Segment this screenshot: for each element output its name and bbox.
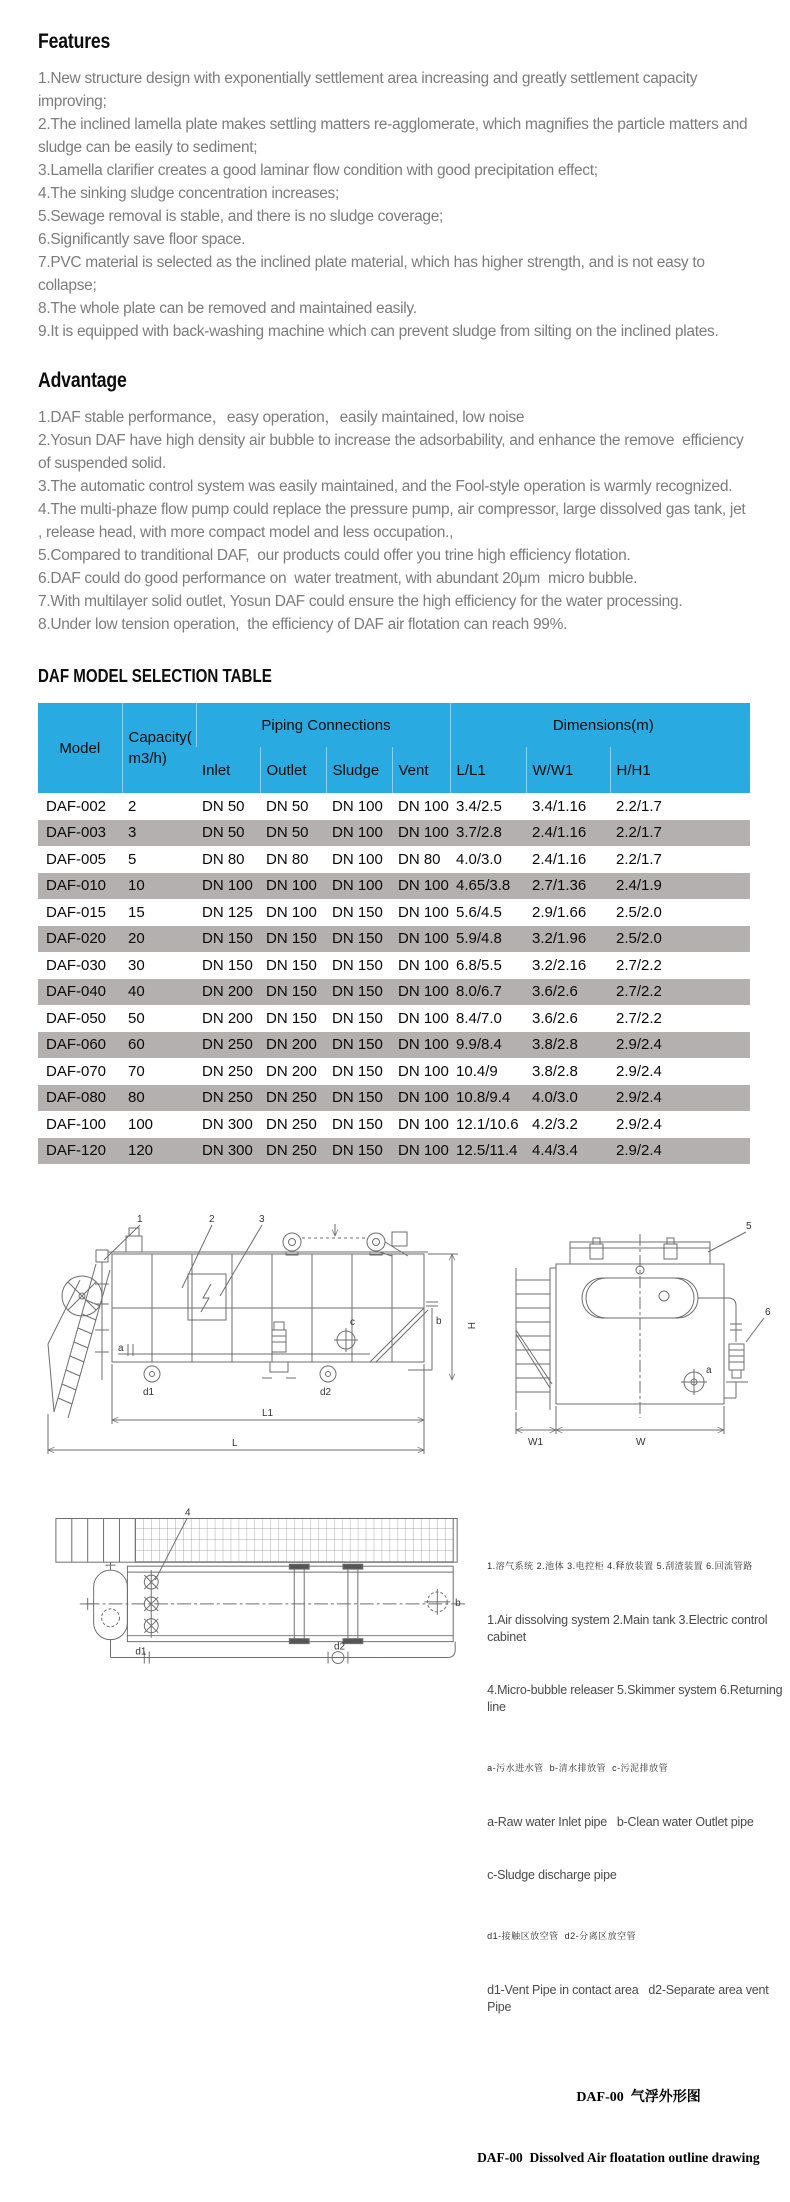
table-cell: 3.2/1.96: [532, 930, 587, 948]
table-cell: DN 150: [332, 983, 383, 1001]
table-cell: 4.65/3.8: [456, 877, 511, 895]
table-cell: 2.9/2.4: [616, 1036, 662, 1054]
col-header-sludge: Sludge: [326, 747, 392, 793]
table-cell: DN 100: [398, 1142, 449, 1160]
table-cell: DN 150: [266, 930, 317, 948]
table-cell: 2.4/1.9: [616, 877, 662, 895]
table-cell: DN 250: [266, 1089, 317, 1107]
group-header-piping: Piping Connections: [196, 703, 450, 747]
advantage-item: 5.Compared to tranditional DAF, our products could offer you trine high efficiency flotation.: [38, 547, 631, 564]
col-header-capacity: [122, 703, 196, 793]
end-view-drawing: [494, 1212, 786, 1460]
table-cell: 6.8/5.5: [456, 956, 502, 974]
dim-l1-label: L1: [262, 1408, 274, 1419]
features-list: [38, 67, 752, 343]
table-cell: DN 100: [332, 824, 383, 842]
vent-d2-label: d2: [320, 1387, 332, 1398]
dim-h-label: H: [465, 1322, 476, 1330]
table-cell: 3.6/2.6: [532, 983, 578, 1001]
table-cell: DN 100: [332, 877, 383, 895]
table-header: [38, 703, 750, 793]
callout-4-label: 4: [185, 1507, 191, 1519]
table-cell: DN 50: [202, 797, 245, 815]
table-cell: DN 150: [332, 930, 383, 948]
table-row: [38, 952, 750, 979]
table-cell: 60: [128, 1036, 145, 1054]
pipe-c-label: c: [350, 1317, 355, 1328]
callout-1-label: 1: [137, 1214, 143, 1225]
table-row: [38, 793, 750, 820]
table-cell: 9.9/8.4: [456, 1036, 502, 1054]
table-cell: DN 100: [266, 903, 317, 921]
col-header-outlet: Outlet: [260, 747, 326, 793]
feature-item: 9.It is equipped with back-washing machine which can prevent sludge from silting on the inclined plates.: [38, 323, 719, 340]
table-cell: DN 150: [202, 930, 253, 948]
table-cell: DAF-015: [46, 903, 107, 921]
table-cell: DN 100: [398, 903, 449, 921]
table-cell: 2.7/2.2: [616, 983, 662, 1001]
table-cell: 3.4/2.5: [456, 797, 502, 815]
vent-d2-label-plan-view: d2: [334, 1641, 346, 1653]
table-cell: 5: [128, 850, 137, 868]
table-cell: DAF-005: [46, 850, 107, 868]
advantage-heading: Advantage: [38, 369, 127, 392]
feature-item: 3.Lamella clarifier creates a good laminar flow condition with good precipitation effect;: [38, 162, 598, 179]
pipe-a-label-end-view: a: [706, 1365, 712, 1376]
col-header-model: Model: [38, 703, 122, 793]
drawing-row-1: [40, 1212, 790, 1480]
pipe-b-label-plan-view: b: [455, 1597, 461, 1609]
table-cell: 2.9/2.4: [616, 1115, 662, 1133]
table-cell: 3.8/2.8: [532, 1036, 578, 1054]
table-cell: DN 80: [266, 850, 309, 868]
table-cell: DN 100: [398, 1009, 449, 1027]
advantage-item: 2.Yosun DAF have high density air bubble to increase the adsorbability, and enhance the remove efficiency of suspended solid.: [38, 432, 748, 472]
table-cell: 20: [128, 930, 145, 948]
features-heading: Features: [38, 30, 111, 53]
table-cell: DN 150: [266, 983, 317, 1001]
table-cell: DN 100: [332, 850, 383, 868]
col-header-w-w1: W/W1: [526, 747, 610, 793]
vents-caption-cn: d1-接触区放空管 d2-分离区放空管: [487, 1931, 637, 1941]
table-cell: DN 80: [398, 850, 441, 868]
table-cell: DN 150: [332, 1009, 383, 1027]
table-cell: 4.0/3.0: [456, 850, 502, 868]
table-cell: DN 100: [398, 1115, 449, 1133]
table-row: [38, 873, 750, 900]
drawing-title-en: DAF-00 Dissolved Air floatation outline drawing: [477, 2150, 760, 2165]
callout-5-label: 5: [746, 1221, 752, 1232]
dim-l-label: L: [232, 1438, 238, 1449]
table-cell: 10.4/9: [456, 1062, 498, 1080]
drawing-row-2: [40, 1506, 790, 2202]
table-cell: DN 250: [202, 1062, 253, 1080]
table-row: [38, 899, 750, 926]
feature-item: 7.PVC material is selected as the inclined plate material, which has higher strength, and is not easy to collapse;: [38, 254, 709, 294]
table-cell: 2.9/2.4: [616, 1089, 662, 1107]
table-cell: DAF-070: [46, 1062, 107, 1080]
table-cell: 2.2/1.7: [616, 824, 662, 842]
feature-item: 1.New structure design with exponentially settlement area increasing and greatly settlement capacity improving;: [38, 70, 702, 110]
table-row: [38, 1005, 750, 1032]
pipe-a-label: a: [118, 1343, 124, 1354]
advantage-item: 3.The automatic control system was easily maintained, and the Fool-style operation is warmly recognized.: [38, 478, 733, 495]
table-cell: DN 125: [202, 903, 253, 921]
pipes-caption-cn: a-污水进水管 b-清水排放管 c-污泥排放管: [487, 1763, 669, 1773]
table-cell: 2.4/1.16: [532, 824, 587, 842]
table-cell: 40: [128, 983, 145, 1001]
table-cell: 2.7/1.36: [532, 877, 587, 895]
pipes-caption-en-1: a-Raw water Inlet pipe b-Clean water Outlet pipe: [487, 1815, 754, 1829]
table-cell: 30: [128, 956, 145, 974]
table-row: [38, 1032, 750, 1059]
feature-item: 6.Significantly save floor space.: [38, 231, 246, 248]
legend-caption-en-2: 4.Micro-bubble releaser 5.Skimmer system 6.Returning line: [487, 1683, 786, 1714]
table-cell: DN 100: [398, 1062, 449, 1080]
table-cell: 10: [128, 877, 145, 895]
outline-drawings: [0, 1164, 790, 2202]
table-cell: DN 50: [266, 824, 309, 842]
table-cell: DAF-010: [46, 877, 107, 895]
table-cell: DAF-050: [46, 1009, 107, 1027]
table-cell: DN 150: [202, 956, 253, 974]
table-cell: DN 150: [332, 956, 383, 974]
table-cell: 120: [128, 1142, 154, 1160]
table-cell: DN 300: [202, 1115, 253, 1133]
table-cell: 4.2/3.2: [532, 1115, 578, 1133]
legend-caption-en-1: 1.Air dissolving system 2.Main tank 3.Electric control cabinet: [487, 1613, 771, 1644]
table-cell: DAF-020: [46, 930, 107, 948]
table-cell: 3.8/2.8: [532, 1062, 578, 1080]
side-view-drawing: [40, 1212, 476, 1480]
table-cell: 10.8/9.4: [456, 1089, 511, 1107]
table-cell: 2.9/2.4: [616, 1062, 662, 1080]
advantage-item: 1.DAF stable performance，easy operation，easily maintained, low noise: [38, 409, 525, 426]
table-cell: 2.4/1.16: [532, 850, 587, 868]
table-cell: DN 250: [202, 1036, 253, 1054]
callout-2-label: 2: [209, 1214, 215, 1225]
table-cell: DAF-003: [46, 824, 107, 842]
table-cell: DAF-002: [46, 797, 107, 815]
table-cell: 2.5/2.0: [616, 930, 662, 948]
table-cell: DN 50: [202, 824, 245, 842]
table-cell: DN 100: [332, 797, 383, 815]
feature-item: 4.The sinking sludge concentration increases;: [38, 185, 339, 202]
table-cell: 80: [128, 1089, 145, 1107]
table-cell: 12.1/10.6: [456, 1115, 519, 1133]
table-cell: DN 200: [202, 1009, 253, 1027]
legend-caption-cn: 1.溶气系统 2.池体 3.电控柜 4.释放装置 5.刮渣装置 6.回流管路: [487, 1561, 753, 1571]
callout-3-label: 3: [259, 1214, 265, 1225]
table-cell: 3.2/2.16: [532, 956, 587, 974]
dim-w-label: W: [636, 1437, 646, 1448]
table-cell: 15: [128, 903, 145, 921]
table-cell: 2.5/2.0: [616, 903, 662, 921]
table-cell: DAF-030: [46, 956, 107, 974]
drawing-captions: [477, 1506, 790, 2202]
advantage-item: 4.The multi-phaze flow pump could replace the pressure pump, air compressor, large dissolved gas tank, jet , release head, with more compact model and less occupation.,: [38, 501, 750, 541]
vent-d1-label: d1: [143, 1387, 155, 1398]
table-row: [38, 926, 750, 953]
daf-model-selection-table: [38, 703, 750, 1164]
table-cell: 8.4/7.0: [456, 1009, 502, 1027]
table-cell: 70: [128, 1062, 145, 1080]
table-row: [38, 1138, 750, 1165]
table-cell: DN 250: [202, 1089, 253, 1107]
daf-table-heading: DAF MODEL SELECTION TABLE: [38, 666, 272, 686]
table-cell: 2.9/1.66: [532, 903, 587, 921]
table-cell: DAF-060: [46, 1036, 107, 1054]
table-cell: DN 100: [398, 824, 449, 842]
drawing-title-cn: DAF-00 气浮外形图: [576, 2090, 701, 2105]
table-cell: 12.5/11.4: [456, 1142, 518, 1160]
vents-caption-en: d1-Vent Pipe in contact area d2-Separate area vent Pipe: [487, 1983, 772, 2014]
table-cell: DN 80: [202, 850, 245, 868]
table-cell: DN 150: [332, 1036, 383, 1054]
table-cell: DN 100: [202, 877, 253, 895]
table-cell: DN 150: [266, 956, 317, 974]
feature-item: 2.The inclined lamella plate makes settling matters re-agglomerate, which magnifies the particle matters and sludge can be easily to sediment;: [38, 116, 752, 156]
dim-w1-label: W1: [528, 1437, 543, 1448]
table-cell: DN 100: [398, 877, 449, 895]
table-cell: DN 100: [398, 930, 449, 948]
table-cell: 100: [128, 1115, 154, 1133]
col-header-h-h1: H/H1: [610, 747, 750, 793]
table-cell: DAF-120: [46, 1142, 107, 1160]
table-cell: DN 100: [398, 797, 449, 815]
pipe-b-label: b: [436, 1316, 442, 1327]
feature-item: 8.The whole plate can be removed and maintained easily.: [38, 300, 417, 317]
table-cell: DN 100: [398, 956, 449, 974]
table-cell: DN 100: [398, 1089, 449, 1107]
capacity-label-line2: m3/h): [128, 750, 167, 767]
table-cell: 3.4/1.16: [532, 797, 587, 815]
table-cell: DN 150: [332, 1115, 383, 1133]
table-row: [38, 846, 750, 873]
table-cell: 2.7/2.2: [616, 956, 662, 974]
plan-view-drawing: [40, 1506, 473, 1674]
table-cell: DN 100: [398, 983, 449, 1001]
advantage-list: [38, 406, 752, 636]
table-row: [38, 820, 750, 847]
table-cell: 4.4/3.4: [532, 1142, 578, 1160]
table-cell: 8.0/6.7: [456, 983, 502, 1001]
table-cell: DN 150: [332, 1089, 383, 1107]
pipes-caption-en-2: c-Sludge discharge pipe: [487, 1868, 617, 1882]
col-header-vent: Vent: [392, 747, 450, 793]
table-cell: DAF-080: [46, 1089, 107, 1107]
table-cell: DN 100: [398, 1036, 449, 1054]
table-cell: DN 50: [266, 797, 309, 815]
table-cell: DN 250: [266, 1115, 317, 1133]
table-row: [38, 1111, 750, 1138]
table-cell: DN 200: [202, 983, 253, 1001]
table-cell: DAF-040: [46, 983, 107, 1001]
table-cell: 3.6/2.6: [532, 1009, 578, 1027]
feature-item: 5.Sewage removal is stable, and there is no sludge coverage;: [38, 208, 444, 225]
col-header-l-l1: L/L1: [450, 747, 526, 793]
group-header-dimensions: Dimensions(m): [450, 703, 750, 747]
daf-table-body: [38, 793, 750, 1164]
table-cell: DN 150: [332, 1062, 383, 1080]
table-cell: 3.7/2.8: [456, 824, 502, 842]
table-cell: 2: [128, 797, 137, 815]
table-cell: DN 150: [332, 1142, 383, 1160]
table-cell: 5.9/4.8: [456, 930, 502, 948]
advantage-item: 8.Under low tension operation, the efficiency of DAF air flotation can reach 99%.: [38, 616, 568, 633]
advantage-item: 7.With multilayer solid outlet, Yosun DAF could ensure the high efficiency for the water processing.: [38, 593, 683, 610]
table-cell: 3: [128, 824, 137, 842]
table-cell: 50: [128, 1009, 145, 1027]
table-cell: DAF-100: [46, 1115, 107, 1133]
table-cell: 2.2/1.7: [616, 797, 662, 815]
table-cell: 2.2/1.7: [616, 850, 662, 868]
table-cell: DN 250: [266, 1142, 317, 1160]
table-cell: DN 150: [266, 1009, 317, 1027]
table-row: [38, 979, 750, 1006]
table-cell: DN 200: [266, 1036, 317, 1054]
table-row: [38, 1085, 750, 1112]
table-cell: 2.9/2.4: [616, 1142, 662, 1160]
callout-6-label: 6: [765, 1307, 771, 1318]
table-cell: 5.6/4.5: [456, 903, 502, 921]
capacity-label-line1: Capacity(: [128, 729, 192, 746]
table-cell: 4.0/3.0: [532, 1089, 578, 1107]
table-row: [38, 1058, 750, 1085]
table-cell: DN 200: [266, 1062, 317, 1080]
advantage-item: 6.DAF could do good performance on water treatment, with abundant 20μm micro bubble.: [38, 570, 638, 587]
table-cell: DN 300: [202, 1142, 253, 1160]
table-cell: DN 150: [332, 903, 383, 921]
col-header-inlet: Inlet: [196, 747, 260, 793]
table-cell: DN 100: [266, 877, 317, 895]
vent-d1-label-plan-view: d1: [135, 1646, 147, 1658]
table-cell: 2.7/2.2: [616, 1009, 662, 1027]
